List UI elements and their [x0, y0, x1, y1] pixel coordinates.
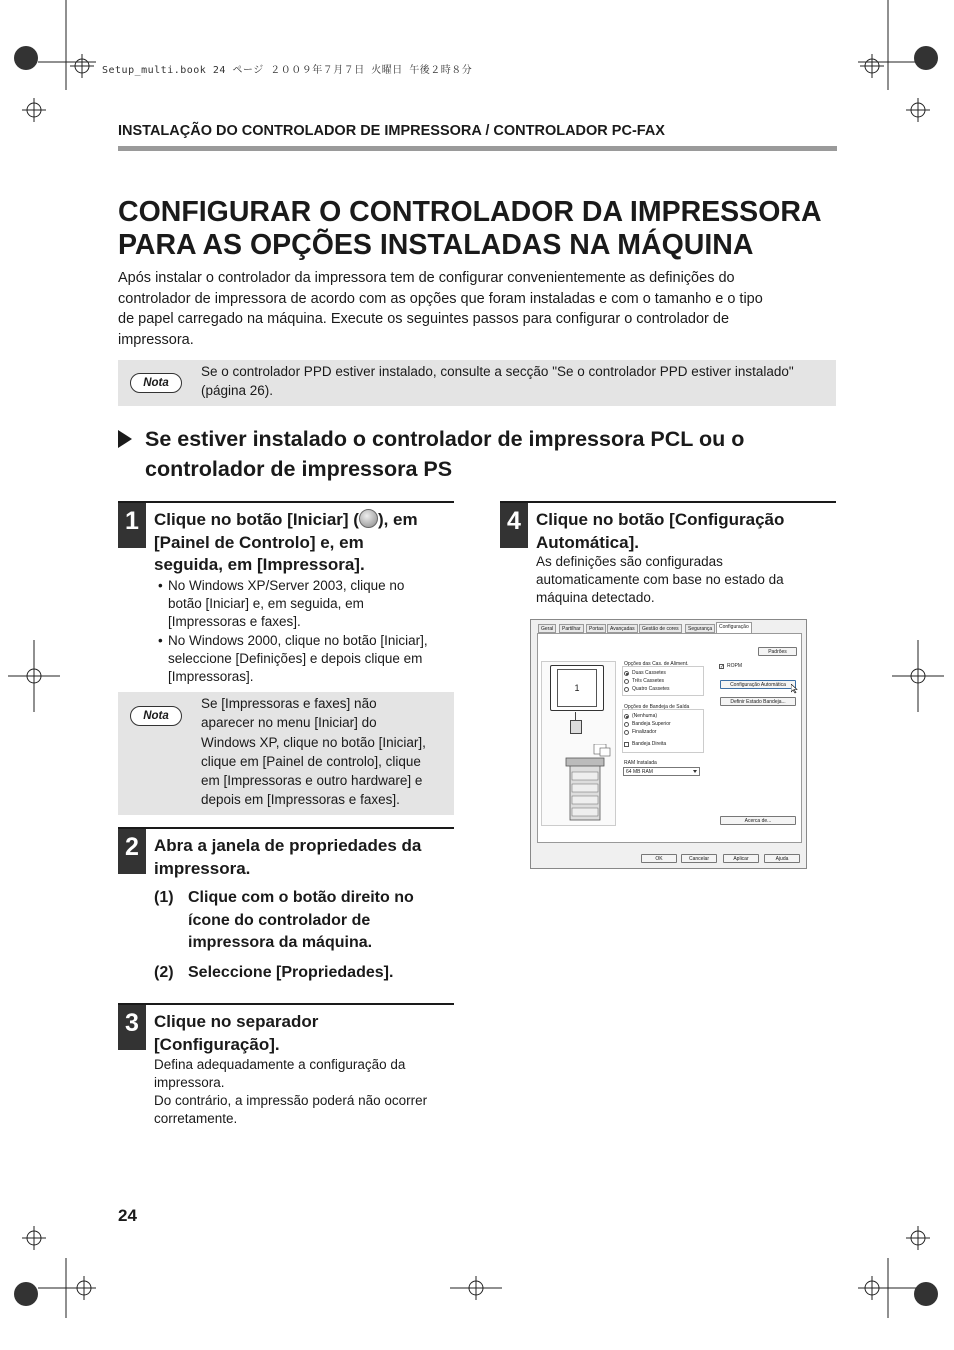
tab-configuration[interactable]: Configuração — [716, 622, 752, 634]
cancel-button[interactable]: Cancelar — [681, 854, 717, 863]
radio-label: Duas Cassetes — [632, 670, 666, 676]
step-body — [536, 553, 836, 607]
step-title — [536, 509, 836, 554]
tab-security[interactable]: Segurança — [685, 624, 715, 633]
tray-box — [550, 665, 604, 711]
sub-step — [154, 962, 454, 986]
note-line: Windows XP, clique no botão [Iniciar], — [201, 734, 426, 750]
subheading — [118, 424, 838, 486]
note-line: clique em [Painel de controlo], clique — [201, 753, 421, 769]
tab-ports[interactable]: Portas — [586, 624, 606, 633]
step-title-text: impressora. — [154, 858, 251, 878]
note-line: (página 26). — [201, 383, 274, 399]
set-tray-status-button[interactable]: Definir Estado Bandeja... — [720, 697, 796, 706]
ok-button[interactable]: OK — [641, 854, 677, 863]
intro-paragraph — [118, 268, 836, 350]
feed-two-cassettes-radio[interactable] — [624, 671, 629, 676]
sub-step-number: (1) — [154, 889, 174, 906]
step-title-text: Abra a janela de propriedades da — [154, 836, 422, 855]
output-finisher-radio[interactable] — [624, 730, 629, 735]
note-text — [201, 694, 451, 810]
bullet-line: seleccione [Definições] e depois clique em — [168, 651, 423, 666]
step-number: 1 — [118, 503, 146, 548]
radio-label: (Nenhuma) — [632, 713, 658, 719]
radio-label: Quatro Cassetes — [632, 686, 670, 692]
output-options-label: Opções de Bandeja de Saída — [624, 704, 690, 710]
step-title-text: Clique no separador — [154, 1012, 319, 1031]
note-line: Se o controlador PPD estiver instalado, consulte a secção "Se o controlador PPD estiver instalado" — [201, 364, 794, 379]
sub-step — [154, 887, 454, 957]
copier-illustration — [560, 744, 612, 824]
body-line: Defina adequadamente a configuração da — [154, 1057, 406, 1072]
bullet-item — [168, 577, 458, 631]
tray-inner — [557, 669, 597, 707]
step-rule — [118, 1003, 454, 1005]
step-title-text: seguida, em [Impressora]. — [154, 555, 365, 574]
feed-three-cassettes-radio[interactable] — [624, 679, 629, 684]
step-title-text: Automática]. — [536, 532, 639, 552]
note-box — [118, 360, 836, 406]
step-rule — [500, 501, 836, 503]
radio-label: Finalizador — [632, 729, 657, 735]
tray-number: 1 — [574, 683, 580, 693]
ropm-checkbox[interactable]: ✓ — [720, 664, 725, 670]
help-button[interactable]: Ajuda — [764, 854, 800, 863]
bullet-line: • No Windows XP/Server 2003, clique no — [168, 578, 405, 593]
sub-step-line: ícone do controlador de — [188, 911, 371, 929]
tab-general[interactable]: Geral — [538, 624, 556, 633]
step-title-text: ), em — [377, 510, 418, 529]
note-badge: Nota — [130, 373, 182, 393]
step-number: 2 — [118, 829, 146, 874]
step-title — [154, 1011, 454, 1056]
step-title-text: [Painel de Controlo] e, em — [154, 532, 364, 552]
step-title-text: [Configuração]. — [154, 1034, 280, 1054]
step-title-text: Clique no botão [Configuração — [536, 510, 785, 529]
note-line: em [Impressoras e outro hardware] e — [201, 773, 423, 789]
tray-connector — [575, 712, 576, 720]
bullet-line: [Impressoras e faxes]. — [168, 614, 301, 629]
step-number: 4 — [500, 503, 528, 548]
radio-label: Três Cassetes — [632, 678, 665, 684]
section-rule — [118, 146, 837, 151]
right-tray-checkbox[interactable] — [624, 742, 629, 747]
note-line: depois em [Impressoras e faxes]. — [201, 792, 400, 808]
body-line: corretamente. — [154, 1111, 238, 1126]
body-line: As definições são configuradas — [536, 554, 723, 569]
auto-configuration-button[interactable]: Configuração Automática — [720, 680, 796, 689]
sub-step-line: impressora da máquina. — [188, 934, 373, 951]
body-line: máquina detectado. — [536, 590, 655, 605]
bullet-line: [Impressoras]. — [168, 669, 254, 684]
subheading-line: Se estiver instalado o controlador de impressora PCL ou o — [145, 427, 745, 451]
section-heading: INSTALAÇÃO DO CONTROLADOR DE IMPRESSORA / CONTROLADOR PC-FAX — [118, 123, 665, 139]
tab-sharing[interactable]: Partilhar — [559, 624, 584, 633]
body-line: Do contrário, a impressão poderá não ocorrer — [154, 1093, 428, 1108]
printer-properties-dialog — [530, 619, 807, 869]
defaults-button[interactable]: Padrões — [758, 647, 797, 656]
step-rule — [118, 501, 454, 503]
checkbox-label: Bandeja Direita — [632, 741, 667, 747]
ram-select[interactable] — [623, 767, 700, 776]
bullet-line: • No Windows 2000, clique no botão [Iniciar], — [168, 633, 428, 648]
step-number: 3 — [118, 1005, 146, 1050]
note-badge: Nota — [130, 706, 182, 726]
chevron-down-icon — [693, 770, 697, 773]
apply-button[interactable]: Aplicar — [723, 854, 759, 863]
feed-options-label: Opções das Cas. de Aliment. — [624, 661, 689, 667]
radio-label: Bandeja Superior — [632, 721, 671, 727]
about-button[interactable]: Acerca de... — [720, 816, 796, 825]
sub-step-line: Clique com o botão direito no — [188, 889, 414, 906]
start-button-icon — [359, 509, 378, 528]
machine-preview — [541, 661, 616, 826]
step-body — [154, 1056, 454, 1128]
intro-line: Após instalar o controlador da impressora tem de configurar convenientemente as definições do — [118, 270, 735, 286]
file-meta: Setup_multi.book 24 ページ ２００９年７月７日 火曜日 午後２時８分 — [102, 65, 473, 76]
feed-four-cassettes-radio[interactable] — [624, 687, 629, 692]
page-title — [118, 196, 848, 262]
step-rule — [118, 827, 454, 829]
page-number: 24 — [118, 1206, 137, 1225]
intro-line: de papel carregado na máquina. Execute os seguintes passos para configurar o controlador de — [118, 311, 730, 327]
configuration-pane — [537, 633, 802, 843]
output-none-radio[interactable] — [624, 714, 629, 719]
bullet-line: botão [Iniciar] e, em seguida, em — [168, 596, 364, 611]
sub-step-line: Seleccione [Propriedades]. — [188, 964, 394, 981]
step-title-text: Clique no botão [Iniciar] ( — [154, 510, 359, 529]
intro-line: controlador de impressora de acordo com as opções que foram instaladas e com o tamanho e o tipo — [118, 290, 763, 307]
sub-step-number: (2) — [154, 964, 174, 981]
title-line: PARA AS OPÇÕES INSTALADAS NA MÁQUINA — [118, 229, 754, 261]
printer-icon — [570, 720, 582, 734]
tab-color-management[interactable]: Gestão de cores — [639, 624, 682, 633]
ram-label: RAM Instalada — [624, 760, 657, 766]
intro-line: impressora. — [118, 331, 194, 348]
note-line: aparecer no menu [Iniciar] do — [201, 715, 377, 731]
note-text — [201, 362, 831, 401]
body-line: automaticamente com base no estado da — [536, 572, 784, 587]
subheading-line: controlador de impressora PS — [145, 457, 453, 481]
note-box — [118, 692, 454, 815]
step-title — [154, 509, 454, 577]
bullet-item — [168, 632, 458, 686]
arrow-icon — [118, 430, 132, 448]
note-line: Se [Impressoras e faxes] não — [201, 696, 377, 711]
body-line: impressora. — [154, 1075, 225, 1090]
ram-select-value: 64 MB RAM — [626, 769, 653, 775]
output-upper-tray-radio[interactable] — [624, 722, 629, 727]
checkbox-label: ROPM — [727, 663, 742, 669]
tab-advanced[interactable]: Avançadas — [607, 624, 638, 633]
title-line: CONFIGURAR O CONTROLADOR DA IMPRESSORA — [118, 196, 822, 228]
step-title — [154, 835, 454, 880]
cursor-icon — [791, 684, 798, 694]
